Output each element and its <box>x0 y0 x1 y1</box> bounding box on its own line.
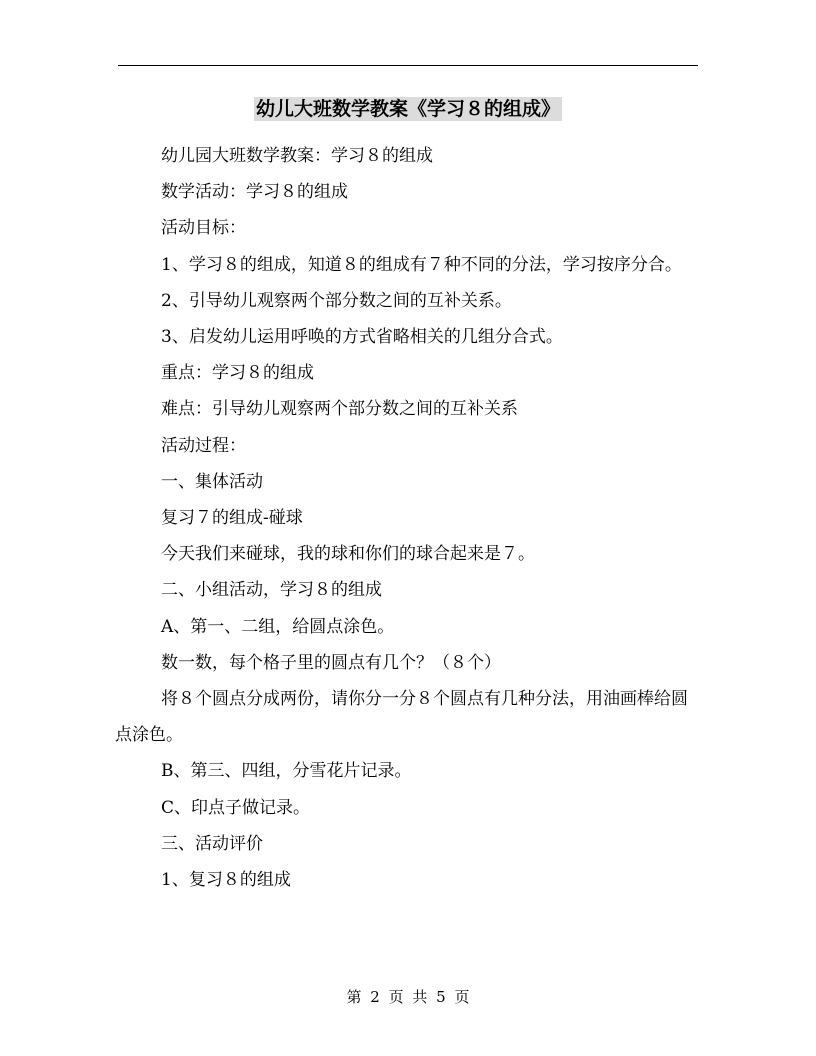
document-title-text: 幼儿大班数学教案《学习８的组成》 <box>255 98 560 120</box>
paragraph: 一、集体活动 <box>161 471 263 492</box>
paragraph: 2、引导幼儿观察两个部分数之间的互补关系。 <box>161 290 512 311</box>
document-body <box>115 138 697 898</box>
paragraph: C、印点子做记录。 <box>161 797 311 818</box>
paragraph: 数学活动：学习８的组成 <box>161 182 348 203</box>
paragraph: 三、活动评价 <box>161 833 263 854</box>
paragraph: 二、小组活动，学习８的组成 <box>161 580 382 601</box>
page-number: 第 2 页 共 5 页 <box>346 988 470 1006</box>
paragraph: 今天我们来碰球，我的球和你们的球合起来是７。 <box>161 544 535 565</box>
paragraph: 数一数，每个格子里的圆点有几个？（８个） <box>161 652 501 673</box>
paragraph: 将８个圆点分成两份，请你分一分８个圆点有几种分法，用油画棒给圆点涂色。 <box>115 689 688 746</box>
document-title <box>0 96 816 122</box>
paragraph: 活动目标： <box>161 218 246 239</box>
paragraph: 3、启发幼儿运用呼唤的方式省略相关的几组分合式。 <box>161 327 563 348</box>
paragraph: 1、复习８的组成 <box>161 870 291 891</box>
paragraph: 复习７的组成-碰球 <box>161 508 303 529</box>
paragraph: 1、学习８的组成，知道８的组成有７种不同的分法，学习按序分合。 <box>161 254 682 275</box>
paragraph: 难点：引导幼儿观察两个部分数之间的互补关系 <box>161 399 518 420</box>
paragraph: A、第一、二组，给圆点涂色。 <box>161 616 395 637</box>
header-rule <box>118 65 698 66</box>
paragraph: B、第三、四组，分雪花片记录。 <box>161 761 412 782</box>
paragraph: 幼儿园大班数学教案：学习８的组成 <box>161 146 433 166</box>
paragraph: 重点：学习８的组成 <box>161 363 314 384</box>
paragraph: 活动过程： <box>161 435 246 456</box>
